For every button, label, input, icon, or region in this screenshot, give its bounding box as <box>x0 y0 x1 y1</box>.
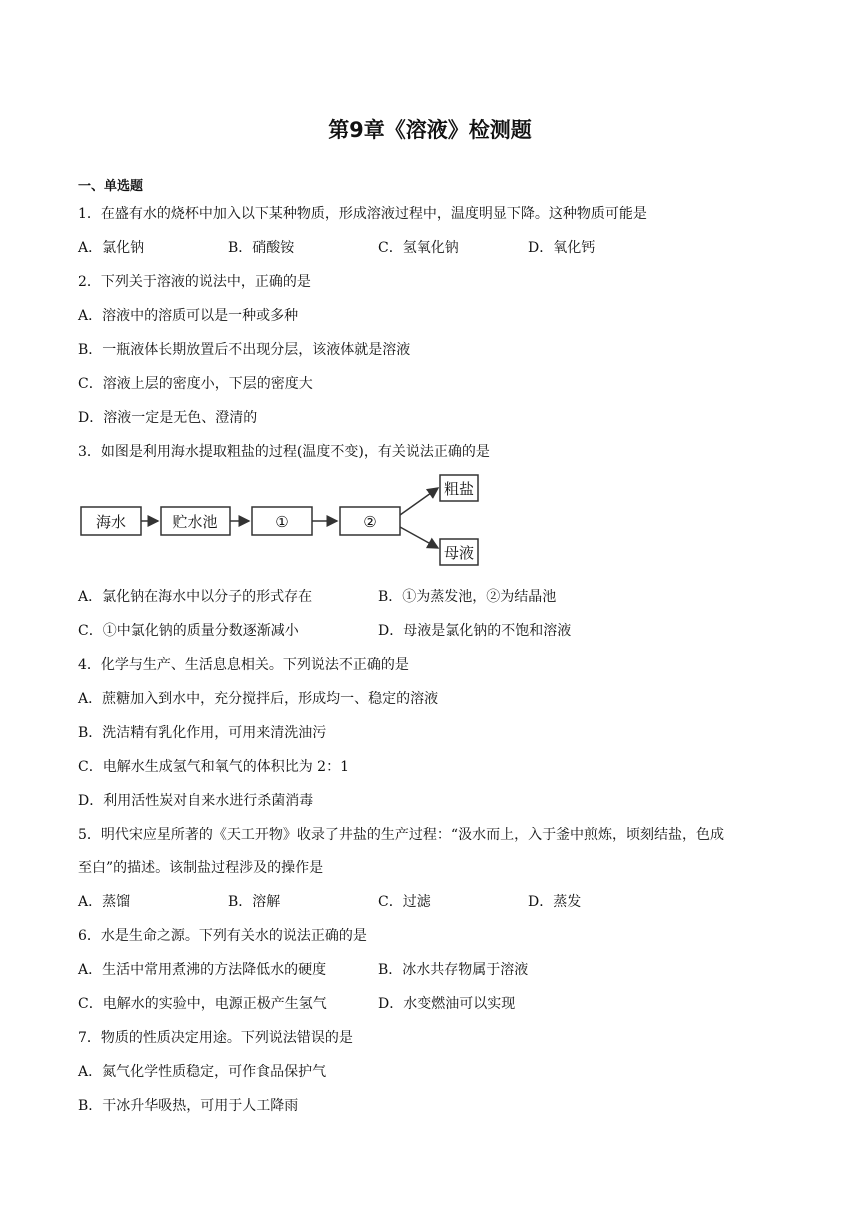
question-1-option-a: A．氯化钠 <box>78 240 145 256</box>
question-2-option-a: A．溶液中的溶质可以是一种或多种 <box>78 308 299 324</box>
flow-arrow <box>400 527 438 548</box>
flow-box-crude-salt <box>440 475 478 501</box>
question-4-stem: 4．化学与生产、生活息息相关。下列说法不正确的是 <box>78 657 409 673</box>
question-5-option-d: D．蒸发 <box>528 894 582 910</box>
question-6-option-d: D．水变燃油可以实现 <box>378 996 516 1012</box>
question-6-option-b: B．冰水共存物属于溶液 <box>378 962 529 978</box>
svg-text:贮水池: 贮水池 <box>172 513 218 531</box>
question-3-option-c: C．①中氯化钠的质量分数逐渐减小 <box>78 623 299 639</box>
question-1-stem: 1．在盛有水的烧杯中加入以下某种物质，形成溶液过程中，温度明显下降。这种物质可能是 <box>78 206 647 222</box>
flow-box-reservoir <box>161 507 230 535</box>
svg-text:母液: 母液 <box>443 544 475 562</box>
question-1-option-b: B．硝酸铵 <box>228 240 295 256</box>
question-3-option-d: D．母液是氯化钠的不饱和溶液 <box>378 623 572 639</box>
question-5-option-c: C．过滤 <box>378 894 431 910</box>
question-4-option-b: B．洗洁精有乳化作用，可用来清洗油污 <box>78 725 327 741</box>
question-7-option-a: A．氮气化学性质稳定，可作食品保护气 <box>78 1064 327 1080</box>
question-6-stem: 6．水是生命之源。下列有关水的说法正确的是 <box>78 928 367 944</box>
question-5-stem-line-1: 5．明代宋应星所著的《天工开物》收录了井盐的生产过程：“汲水而上，入于釜中煎炼，顷刻结盐，色成 <box>78 827 725 843</box>
question-3-stem: 3．如图是利用海水提取粗盐的过程(温度不变)，有关说法正确的是 <box>78 444 490 460</box>
flow-box-seawater <box>81 507 141 535</box>
question-1-option-c: C．氢氧化钠 <box>378 240 459 256</box>
flow-box-step-1 <box>252 507 312 535</box>
question-2-stem: 2．下列关于溶液的说法中，正确的是 <box>78 274 311 290</box>
question-4-option-a: A．蔗糖加入到水中，充分搅拌后，形成均一、稳定的溶液 <box>78 691 439 707</box>
question-4-option-c: C．电解水生成氢气和氧气的体积比为 2：1 <box>78 759 349 775</box>
question-6-option-c: C．电解水的实验中，电源正极产生氢气 <box>78 996 327 1012</box>
question-3-option-b: B．①为蒸发池，②为结晶池 <box>378 589 557 605</box>
page-title: 第9章《溶液》检测题 <box>328 118 532 142</box>
flow-box-step-2 <box>340 507 400 535</box>
question-5-option-a: A．蒸馏 <box>78 894 131 910</box>
salt-extraction-flow-diagram <box>78 470 498 570</box>
flow-box-mother-liquor <box>440 539 478 565</box>
question-2-option-c: C．溶液上层的密度小，下层的密度大 <box>78 376 313 392</box>
flow-arrow <box>400 488 438 515</box>
question-5-option-b: B．溶解 <box>228 894 281 910</box>
question-7-option-b: B．干冰升华吸热，可用于人工降雨 <box>78 1098 299 1114</box>
question-1-option-d: D．氧化钙 <box>528 240 596 256</box>
question-7-stem: 7．物质的性质决定用途。下列说法错误的是 <box>78 1030 353 1046</box>
svg-text:粗盐: 粗盐 <box>443 480 475 498</box>
section-heading: 一、单选题 <box>78 179 144 194</box>
question-5-stem-line-2: 至白”的描述。该制盐过程涉及的操作是 <box>78 860 324 876</box>
svg-text:海水: 海水 <box>95 513 127 531</box>
question-4-option-d: D．利用活性炭对自来水进行杀菌消毒 <box>78 793 314 809</box>
question-3-option-a: A．氯化钠在海水中以分子的形式存在 <box>78 589 313 605</box>
question-2-option-b: B．一瓶液体长期放置后不出现分层，该液体就是溶液 <box>78 342 411 358</box>
svg-text:②: ② <box>363 513 377 531</box>
svg-text:①: ① <box>275 513 289 531</box>
question-2-option-d: D．溶液一定是无色、澄清的 <box>78 410 258 426</box>
question-6-option-a: A．生活中常用煮沸的方法降低水的硬度 <box>78 962 327 978</box>
